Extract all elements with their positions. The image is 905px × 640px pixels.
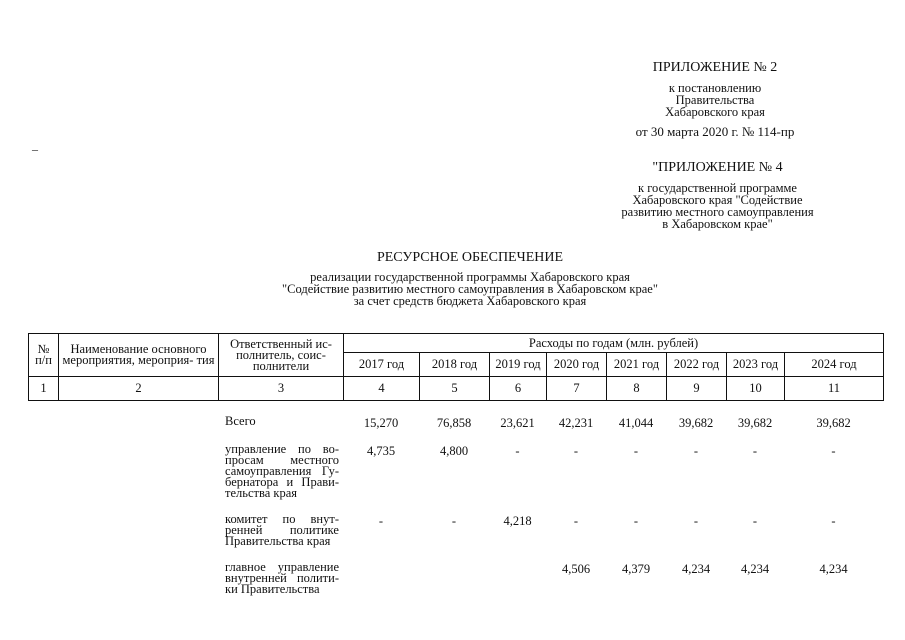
- value-cell: -: [831, 444, 836, 458]
- header-year: 2020 год: [547, 353, 607, 377]
- column-number: 8: [607, 377, 667, 401]
- heading-line: реализации государственной программы Хабаровского края: [310, 270, 630, 284]
- value-cell: 4,800: [439, 444, 469, 458]
- heading-title: РЕСУРСНОЕ ОБЕСПЕЧЕНИЕ: [376, 250, 564, 265]
- value-cell: -: [573, 514, 579, 528]
- value-cell: 23,621: [500, 416, 535, 430]
- annex-2-title: ПРИЛОЖЕНИЕ № 2: [652, 60, 778, 75]
- value-cell: -: [693, 514, 699, 528]
- header-num: № п/п: [29, 334, 59, 377]
- value-cell: 4,234: [681, 562, 711, 576]
- value-cell: 4,218: [503, 514, 532, 528]
- column-number: 2: [59, 377, 219, 401]
- annex-2-line: Правительства: [675, 93, 755, 107]
- value-cell: 15,270: [363, 416, 399, 430]
- annex-4-block: [590, 160, 845, 230]
- header-year: 2022 год: [667, 353, 727, 377]
- value-cell: 41,044: [618, 416, 654, 430]
- value-cell: 39,682: [678, 416, 714, 430]
- header-year: 2017 год: [344, 353, 420, 377]
- value-cell: -: [752, 444, 758, 458]
- value-cell: 4,234: [740, 562, 770, 576]
- value-cell: 76,858: [436, 416, 472, 430]
- value-cell: -: [633, 444, 639, 458]
- value-cell: -: [573, 444, 579, 458]
- value-cell: -: [693, 444, 699, 458]
- executor-cell: Всего: [225, 414, 256, 428]
- header-year: 2024 год: [785, 353, 884, 377]
- column-number: 11: [785, 377, 884, 401]
- annex-4-title: "ПРИЛОЖЕНИЕ № 4: [652, 160, 783, 175]
- value-cell: 4,506: [561, 562, 591, 576]
- header-executor: Ответственный ис- полнитель, соис- полнители: [219, 334, 344, 377]
- executor-cell: главное управление внутренней полити- ки Правительства: [225, 560, 339, 596]
- heading-line: "Содействие развитию местного самоуправления в Хабаровском крае": [282, 282, 658, 296]
- header-year: 2021 год: [607, 353, 667, 377]
- header-name: Наименование основного мероприятия, мероприя- тия: [59, 334, 219, 377]
- heading-line: за счет средств бюджета Хабаровского края: [353, 294, 587, 308]
- value-cell: 4,379: [621, 562, 651, 576]
- annex-2-block: [600, 60, 830, 140]
- column-number: 1: [29, 377, 59, 401]
- resource-table: [28, 333, 884, 401]
- value-cell: -: [633, 514, 639, 528]
- column-number: 5: [420, 377, 490, 401]
- document-heading: [170, 250, 770, 307]
- table-body: [28, 404, 883, 640]
- header-year: 2018 год: [420, 353, 490, 377]
- header-expenses: Расходы по годам (млн. рублей): [344, 334, 884, 353]
- value-cell: 39,682: [816, 416, 851, 430]
- value-cell: -: [515, 444, 520, 458]
- annex-4-line: Хабаровского края "Содействие: [632, 193, 803, 207]
- annex-2-date: от 30 марта 2020 г. № 114-пр: [635, 124, 795, 139]
- dash-mark: –: [32, 142, 38, 156]
- annex-2-line: к постановлению: [668, 81, 762, 95]
- column-number: 10: [727, 377, 785, 401]
- executor-cell: комитет по внут- ренней политике Правительства края: [225, 512, 339, 548]
- annex-4-line: в Хабаровском крае": [662, 217, 773, 231]
- value-cell: 39,682: [737, 416, 773, 430]
- column-number: 4: [344, 377, 420, 401]
- executor-cell: управление по во- просам местного самоуправления Гу- бернатора и Прави- тельства края: [225, 442, 339, 500]
- annex-4-line: к государственной программе: [638, 181, 797, 195]
- value-cell: -: [752, 514, 758, 528]
- value-cell: 42,231: [558, 416, 594, 430]
- header-year: 2023 год: [727, 353, 785, 377]
- annex-2-line: Хабаровского края: [665, 105, 765, 119]
- value-cell: -: [378, 514, 384, 528]
- value-cell: 4,234: [819, 562, 848, 576]
- column-number: 9: [667, 377, 727, 401]
- column-number: 6: [490, 377, 547, 401]
- value-cell: 4,735: [366, 444, 396, 458]
- value-cell: -: [831, 514, 836, 528]
- column-number: 7: [547, 377, 607, 401]
- value-cell: -: [451, 514, 457, 528]
- header-year: 2019 год: [490, 353, 547, 377]
- annex-4-line: развитию местного самоуправления: [621, 205, 814, 219]
- column-number: 3: [219, 377, 344, 401]
